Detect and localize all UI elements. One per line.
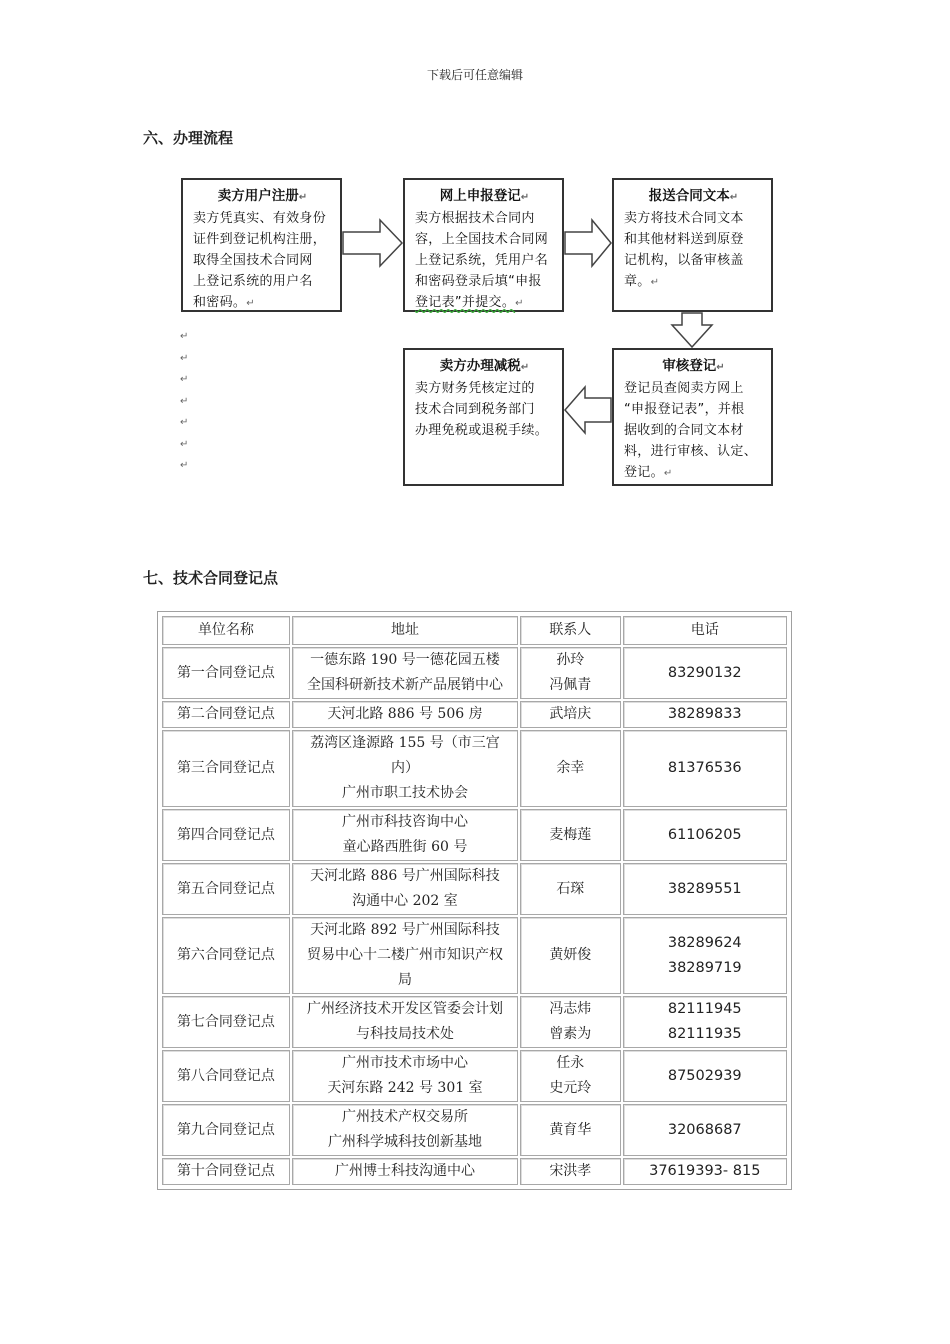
flow-box-text: 卖方财务凭核定过的 xyxy=(415,381,535,396)
cell-address-line: 广州技术产权交易所 xyxy=(341,1109,468,1125)
cell-address-line: 与科技局技术处 xyxy=(355,1026,454,1042)
cell-contact-line: 宋洪孝 xyxy=(549,1163,592,1179)
cell-address xyxy=(292,647,518,699)
cell-phone-line: 83290132 xyxy=(667,664,742,681)
column-header-address: 地址 xyxy=(292,616,518,645)
cell-address-line: 贸易中心十二楼广州市知识产权 xyxy=(306,947,503,963)
para-mark: ↵ xyxy=(663,468,673,479)
table-row xyxy=(162,701,787,728)
table-row xyxy=(162,1158,787,1185)
cell-contact-line: 曾素为 xyxy=(549,1026,592,1042)
cell-phone xyxy=(623,863,787,915)
cell-contact-line: 余幸 xyxy=(556,760,585,776)
table-row xyxy=(162,1104,787,1156)
para-mark: ↵ xyxy=(520,192,530,203)
column-header-phone: 电话 xyxy=(623,616,787,645)
cell-phone-line: 81376536 xyxy=(667,760,742,776)
cell-phone-line: 82111945 xyxy=(667,1001,742,1017)
cell-address xyxy=(292,1050,518,1102)
flow-box-text: 和密码。 xyxy=(193,295,247,310)
cell-address-line: 全国科研新技术新产品展销中心 xyxy=(306,677,503,693)
cell-phone-line: 37619393- 815 xyxy=(649,1163,761,1179)
paragraph-marks xyxy=(180,326,188,477)
flow-box-text: 和其他材料送到原登 xyxy=(624,232,744,247)
cell-phone xyxy=(623,1104,787,1156)
para-mark: ↵ xyxy=(729,192,739,203)
registration-points-table xyxy=(157,611,792,1190)
cell-address xyxy=(292,701,518,728)
table-row xyxy=(162,1050,787,1102)
cell-contact-line: 孙玲 xyxy=(556,652,585,668)
flow-box-tax-reduction xyxy=(403,348,564,486)
table-row xyxy=(162,863,787,915)
flow-box-text: 登记。 xyxy=(624,465,664,480)
cell-address-line: 天河北路 886 号广州国际科技 xyxy=(310,868,500,884)
column-header-name: 单位名称 xyxy=(162,616,290,645)
cell-contact xyxy=(520,1104,620,1156)
section-title-registration-points: 七、技术合同登记点 xyxy=(143,569,279,587)
cell-contact-line: 麦梅莲 xyxy=(549,826,592,843)
flow-box-text: 上登记系统的用户名 xyxy=(193,274,313,289)
flow-box-text: 据收到的合同文本材 xyxy=(624,423,744,438)
section-title-process: 六、办理流程 xyxy=(143,129,234,147)
cell-address-line: 一德东路 190 号一德花园五楼 xyxy=(310,652,500,668)
cell-phone-line: 87502939 xyxy=(667,1067,742,1084)
page-header: 下载后可任意编辑 xyxy=(426,68,523,82)
flow-box-text: 卖方凭真实、有效身份 xyxy=(193,211,327,226)
para-mark: ↵ xyxy=(180,331,189,342)
cell-address xyxy=(292,863,518,915)
cell-address xyxy=(292,996,518,1048)
cell-contact-line: 冯佩青 xyxy=(549,677,592,693)
cell-address-line: 广州博士科技沟通中心 xyxy=(334,1163,475,1179)
flow-box-text: 容，上全国技术合同网 xyxy=(415,232,549,247)
cell-phone-line: 61106205 xyxy=(667,826,742,843)
table-row xyxy=(162,996,787,1048)
flow-box-text: 技术合同到税务部门 xyxy=(415,402,535,417)
cell-address-line: 广州经济技术开发区管委会计划 xyxy=(306,1001,503,1017)
table-row xyxy=(162,917,787,994)
cell-address xyxy=(292,1158,518,1185)
cell-contact-line: 任永 xyxy=(556,1055,585,1071)
para-mark: ↵ xyxy=(180,352,189,364)
flow-box-title: 卖方用户注册 xyxy=(217,188,299,204)
cell-address-line: 天河东路 242 号 301 室 xyxy=(327,1080,483,1096)
para-mark: ↵ xyxy=(520,362,530,373)
cell-name: 第六合同登记点 xyxy=(162,917,290,994)
cell-name: 第一合同登记点 xyxy=(162,647,290,699)
cell-contact-line: 史元玲 xyxy=(549,1080,592,1096)
cell-phone xyxy=(623,996,787,1048)
cell-address-line: 内） xyxy=(390,760,419,776)
cell-name: 第十合同登记点 xyxy=(162,1158,290,1185)
cell-contact xyxy=(520,647,620,699)
cell-address-line: 广州市技术市场中心 xyxy=(341,1055,468,1071)
cell-contact xyxy=(520,917,620,994)
cell-address xyxy=(292,730,518,807)
flow-box-text: 取得全国技术合同网 xyxy=(193,253,313,268)
arrow-right-1 xyxy=(343,220,402,266)
flow-box-text: 登记表”并提交。 xyxy=(415,295,516,310)
cell-name: 第九合同登记点 xyxy=(162,1104,290,1156)
table-row xyxy=(162,730,787,807)
cell-address-line: 广州科学城科技创新基地 xyxy=(327,1134,482,1150)
flow-box-register xyxy=(181,178,342,312)
cell-contact xyxy=(520,863,620,915)
cell-address-line: 广州市职工技术协会 xyxy=(341,785,468,801)
cell-name: 第五合同登记点 xyxy=(162,863,290,915)
para-mark: ↵ xyxy=(180,395,189,407)
cell-contact xyxy=(520,1158,620,1185)
cell-contact-line: 石琛 xyxy=(556,880,585,897)
cell-address-line: 荔湾区逢源路 155 号（市三宫 xyxy=(310,735,500,751)
cell-phone xyxy=(623,701,787,728)
flow-box-text: 卖方将技术合同文本 xyxy=(624,211,744,226)
cell-contact xyxy=(520,730,620,807)
para-mark: ↵ xyxy=(515,298,524,309)
para-mark: ↵ xyxy=(298,192,308,203)
cell-phone-line: 38289719 xyxy=(667,959,742,976)
cell-contact-line: 黄育华 xyxy=(549,1121,592,1138)
para-mark: ↵ xyxy=(716,362,725,373)
flow-box-submit-contract xyxy=(612,178,773,312)
process-flow-diagram xyxy=(0,0,950,540)
cell-contact-line: 冯志炜 xyxy=(549,1001,592,1017)
cell-name: 第三合同登记点 xyxy=(162,730,290,807)
flow-box-review-register xyxy=(612,348,773,486)
cell-phone xyxy=(623,1050,787,1102)
cell-address-line: 天河北路 892 号广州国际科技 xyxy=(310,922,500,938)
flow-box-text: 登记员查阅卖方网上 xyxy=(624,381,744,396)
cell-contact xyxy=(520,996,620,1048)
cell-address xyxy=(292,917,518,994)
para-mark: ↵ xyxy=(180,374,189,385)
cell-phone xyxy=(623,809,787,861)
para-mark: ↵ xyxy=(180,417,189,428)
flow-box-title: 卖方办理减税 xyxy=(439,358,521,374)
cell-phone-line: 82111935 xyxy=(667,1026,742,1042)
flow-box-text: 料，进行审核、认定、 xyxy=(624,444,758,459)
table-row xyxy=(162,809,787,861)
flow-box-text: 证件到登记机构注册， xyxy=(193,232,327,247)
table-header-row xyxy=(162,616,787,645)
para-mark: ↵ xyxy=(180,460,189,471)
cell-contact-line: 黄妍俊 xyxy=(549,947,592,963)
cell-contact xyxy=(520,809,620,861)
cell-phone xyxy=(623,730,787,807)
cell-address xyxy=(292,809,518,861)
para-mark: ↵ xyxy=(180,438,189,450)
arrow-left xyxy=(565,387,611,433)
flow-box-text: 卖方根据技术合同内 xyxy=(415,211,535,226)
flow-box-text: 办理免税或退税手续。 xyxy=(415,423,549,438)
flow-box-title: 审核登记 xyxy=(662,358,717,374)
cell-name: 第二合同登记点 xyxy=(162,701,290,728)
cell-phone xyxy=(623,917,787,994)
flow-box-title: 网上申报登记 xyxy=(439,188,521,204)
cell-contact xyxy=(520,1050,620,1102)
cell-name: 第八合同登记点 xyxy=(162,1050,290,1102)
cell-address-line: 沟通中心 202 室 xyxy=(352,893,458,909)
cell-name: 第四合同登记点 xyxy=(162,809,290,861)
arrow-down xyxy=(672,313,712,347)
para-mark: ↵ xyxy=(246,298,255,309)
cell-phone-line: 38289624 xyxy=(667,934,742,951)
flow-box-title: 报送合同文本 xyxy=(648,188,730,204)
cell-phone-line: 38289833 xyxy=(667,706,742,722)
cell-address-line: 童心路西胜街 60 号 xyxy=(342,839,468,855)
column-header-contact: 联系人 xyxy=(520,616,620,645)
flow-box-text: 章。 xyxy=(624,274,651,289)
cell-address-line: 广州市科技咨询中心 xyxy=(341,814,468,830)
cell-phone-line: 38289551 xyxy=(667,880,742,897)
arrow-right-2 xyxy=(565,220,611,266)
cell-phone xyxy=(623,647,787,699)
cell-contact xyxy=(520,701,620,728)
flow-box-text: “申报登记表”，并根 xyxy=(624,402,745,417)
flow-box-text: 记机构，以备审核盖 xyxy=(624,253,744,268)
cell-address xyxy=(292,1104,518,1156)
cell-contact-line: 武培庆 xyxy=(549,706,592,722)
table-body xyxy=(162,647,787,1185)
table-row xyxy=(162,647,787,699)
flow-box-text: 上登记系统，凭用户名 xyxy=(415,253,549,268)
cell-phone-line: 32068687 xyxy=(667,1121,742,1138)
cell-name: 第七合同登记点 xyxy=(162,996,290,1048)
cell-address-line: 天河北路 886 号 506 房 xyxy=(327,706,483,722)
flow-box-text: 和密码登录后填“申报 xyxy=(415,274,542,289)
cell-address-line: 局 xyxy=(397,972,412,988)
flow-box-online-declare xyxy=(403,178,564,312)
cell-phone xyxy=(623,1158,787,1185)
para-mark: ↵ xyxy=(650,277,660,288)
